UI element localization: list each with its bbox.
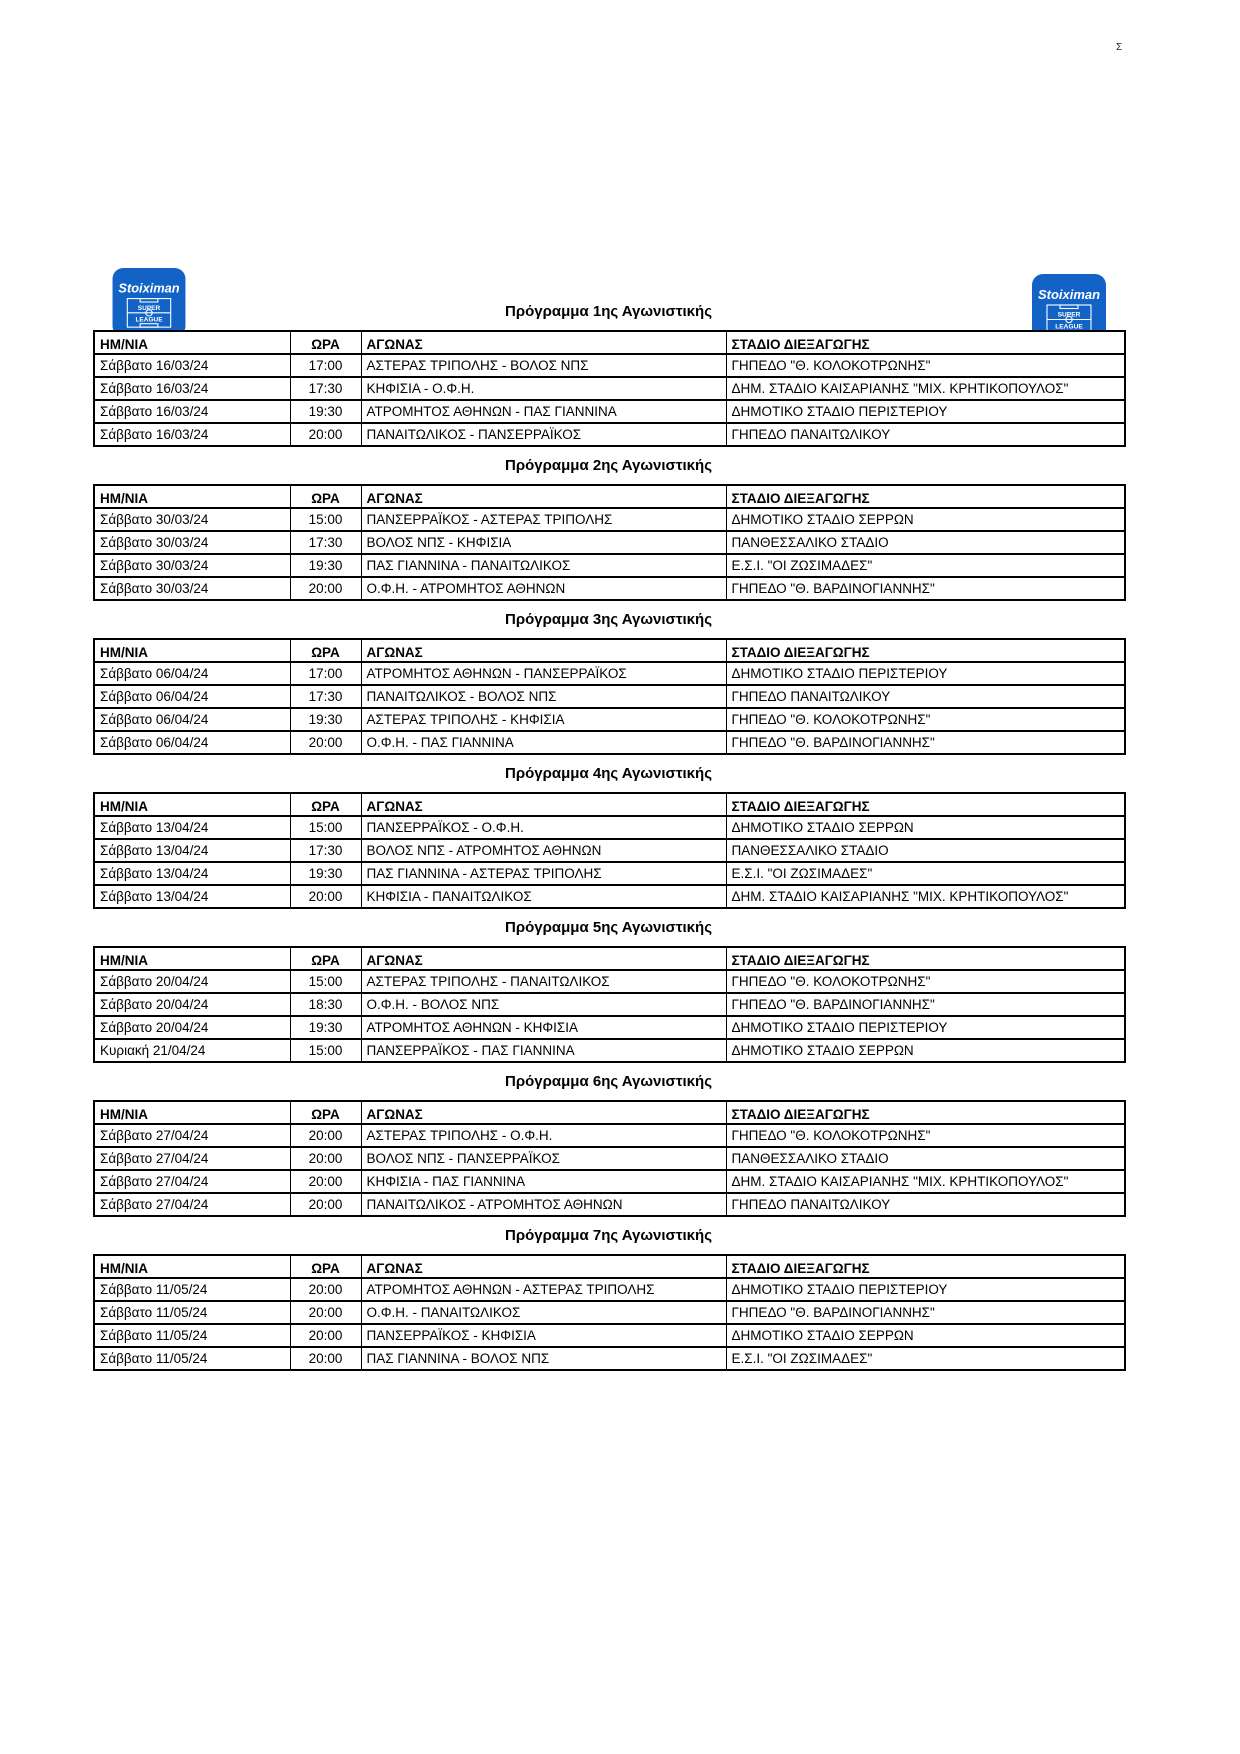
stadium-cell: Ε.Σ.Ι. "ΟΙ ΖΩΣΙΜΑΔΕΣ": [726, 1347, 1125, 1370]
match-cell: ΠΑΝΣΕΡΡΑΪΚΟΣ - ΑΣΤΕΡΑΣ ΤΡΙΠΟΛΗΣ: [361, 508, 726, 531]
date-cell: Σάββατο 13/04/24: [94, 885, 290, 908]
match-cell: ΑΤΡΟΜΗΤΟΣ ΑΘΗΝΩΝ - ΠΑΝΣΕΡΡΑΪΚΟΣ: [361, 662, 726, 685]
matchday-section: [93, 1073, 1124, 1217]
match-cell: ΑΣΤΕΡΑΣ ΤΡΙΠΟΛΗΣ - Ο.Φ.Η.: [361, 1124, 726, 1147]
schedule-table: [93, 792, 1126, 909]
table-row: [94, 993, 1125, 1016]
date-cell: Σάββατο 06/04/24: [94, 731, 290, 754]
stadium-cell: ΓΗΠΕΔΟ "Θ. ΒΑΡΔΙΝΟΓΙΑΝΝΗΣ": [726, 731, 1125, 754]
match-cell: Ο.Φ.Η. - ΒΟΛΟΣ ΝΠΣ: [361, 993, 726, 1016]
stadium-cell: Ε.Σ.Ι. "ΟΙ ΖΩΣΙΜΑΔΕΣ": [726, 554, 1125, 577]
table-row: [94, 662, 1125, 685]
stadium-cell: ΓΗΠΕΔΟ "Θ. ΚΟΛΟΚΟΤΡΩΝΗΣ": [726, 708, 1125, 731]
time-cell: 17:00: [290, 354, 361, 377]
table-row: [94, 1324, 1125, 1347]
page-corner-mark: Σ: [1116, 42, 1123, 53]
matchday-section: [93, 303, 1124, 447]
schedule-table: [93, 1100, 1126, 1217]
column-header: ΩΡΑ: [290, 947, 361, 970]
logo-league-line1: SUPER: [1057, 311, 1081, 319]
stadium-cell: ΔΗΜ. ΣΤΑΔΙΟ ΚΑΙΣΑΡΙΑΝΗΣ "ΜΙΧ. ΚΡΗΤΙΚΟΠΟΥΛΟΣ": [726, 1170, 1125, 1193]
date-cell: Σάββατο 20/04/24: [94, 1016, 290, 1039]
table-row: [94, 1193, 1125, 1216]
stadium-cell: ΠΑΝΘΕΣΣΑΛΙΚΟ ΣΤΑΔΙΟ: [726, 531, 1125, 554]
matchday-section: [93, 457, 1124, 601]
match-cell: ΠΑΝΑΙΤΩΛΙΚΟΣ - ΠΑΝΣΕΡΡΑΪΚΟΣ: [361, 423, 726, 446]
time-cell: 15:00: [290, 816, 361, 839]
column-header: ΩΡΑ: [290, 485, 361, 508]
matchday-title: Πρόγραμμα 1ης Αγωνιστικής: [504, 303, 713, 320]
table-row: [94, 577, 1125, 600]
column-header: ΣΤΑΔΙΟ ΔΙΕΞΑΓΩΓΗΣ: [726, 639, 1125, 662]
matchday-schedules: [93, 303, 1124, 1381]
column-header: ΑΓΩΝΑΣ: [361, 331, 726, 354]
match-cell: ΠΑΝΣΕΡΡΑΪΚΟΣ - ΠΑΣ ΓΙΑΝΝΙΝΑ: [361, 1039, 726, 1062]
column-header: ΗΜ/ΝΙΑ: [94, 331, 290, 354]
stadium-cell: ΓΗΠΕΔΟ "Θ. ΒΑΡΔΙΝΟΓΙΑΝΝΗΣ": [726, 577, 1125, 600]
match-cell: ΠΑΝΣΕΡΡΑΪΚΟΣ - ΚΗΦΙΣΙΑ: [361, 1324, 726, 1347]
column-header: ΑΓΩΝΑΣ: [361, 485, 726, 508]
date-cell: Σάββατο 06/04/24: [94, 662, 290, 685]
table-row: [94, 816, 1125, 839]
match-cell: ΠΑΣ ΓΙΑΝΝΙΝΑ - ΠΑΝΑΙΤΩΛΙΚΟΣ: [361, 554, 726, 577]
date-cell: Σάββατο 16/03/24: [94, 400, 290, 423]
table-row: [94, 1147, 1125, 1170]
table-row: [94, 354, 1125, 377]
table-row: [94, 731, 1125, 754]
date-cell: Σάββατο 30/03/24: [94, 577, 290, 600]
column-header: ΣΤΑΔΙΟ ΔΙΕΞΑΓΩΓΗΣ: [726, 485, 1125, 508]
date-cell: Σάββατο 27/04/24: [94, 1170, 290, 1193]
date-cell: Σάββατο 27/04/24: [94, 1124, 290, 1147]
column-header: ΣΤΑΔΙΟ ΔΙΕΞΑΓΩΓΗΣ: [726, 1101, 1125, 1124]
column-header: ΣΤΑΔΙΟ ΔΙΕΞΑΓΩΓΗΣ: [726, 1255, 1125, 1278]
time-cell: 15:00: [290, 970, 361, 993]
date-cell: Σάββατο 30/03/24: [94, 508, 290, 531]
table-row: [94, 554, 1125, 577]
match-cell: ΠΑΣ ΓΙΑΝΝΙΝΑ - ΒΟΛΟΣ ΝΠΣ: [361, 1347, 726, 1370]
match-cell: Ο.Φ.Η. - ΠΑΣ ΓΙΑΝΝΙΝΑ: [361, 731, 726, 754]
time-cell: 19:30: [290, 554, 361, 577]
table-row: [94, 1347, 1125, 1370]
table-row: [94, 1278, 1125, 1301]
time-cell: 17:30: [290, 531, 361, 554]
match-cell: ΚΗΦΙΣΙΑ - ΠΑΝΑΙΤΩΛΙΚΟΣ: [361, 885, 726, 908]
stadium-cell: ΔΗΜΟΤΙΚΟ ΣΤΑΔΙΟ ΣΕΡΡΩΝ: [726, 816, 1125, 839]
date-cell: Σάββατο 13/04/24: [94, 816, 290, 839]
matchday-title: Πρόγραμμα 2ης Αγωνιστικής: [504, 457, 713, 474]
stadium-cell: ΔΗΜΟΤΙΚΟ ΣΤΑΔΙΟ ΣΕΡΡΩΝ: [726, 508, 1125, 531]
column-header: ΑΓΩΝΑΣ: [361, 1101, 726, 1124]
header-row: [94, 947, 1125, 970]
header-row: [94, 793, 1125, 816]
time-cell: 20:00: [290, 1193, 361, 1216]
match-cell: ΒΟΛΟΣ ΝΠΣ - ΚΗΦΙΣΙΑ: [361, 531, 726, 554]
header-row: [94, 331, 1125, 354]
date-cell: Σάββατο 27/04/24: [94, 1193, 290, 1216]
matchday-section: [93, 765, 1124, 909]
time-cell: 20:00: [290, 1278, 361, 1301]
match-cell: ΑΤΡΟΜΗΤΟΣ ΑΘΗΝΩΝ - ΠΑΣ ΓΙΑΝΝΙΝΑ: [361, 400, 726, 423]
column-header: ΩΡΑ: [290, 331, 361, 354]
stadium-cell: ΓΗΠΕΔΟ ΠΑΝΑΙΤΩΛΙΚΟΥ: [726, 1193, 1125, 1216]
match-cell: ΠΑΣ ΓΙΑΝΝΙΝΑ - ΑΣΤΕΡΑΣ ΤΡΙΠΟΛΗΣ: [361, 862, 726, 885]
table-row: [94, 508, 1125, 531]
schedule-table: [93, 330, 1126, 447]
time-cell: 15:00: [290, 508, 361, 531]
column-header: ΑΓΩΝΑΣ: [361, 947, 726, 970]
time-cell: 19:30: [290, 708, 361, 731]
matchday-title: Πρόγραμμα 7ης Αγωνιστικής: [504, 1227, 713, 1244]
time-cell: 19:30: [290, 400, 361, 423]
match-cell: ΠΑΝΑΙΤΩΛΙΚΟΣ - ΒΟΛΟΣ ΝΠΣ: [361, 685, 726, 708]
stadium-cell: ΓΗΠΕΔΟ "Θ. ΚΟΛΟΚΟΤΡΩΝΗΣ": [726, 1124, 1125, 1147]
column-header: ΩΡΑ: [290, 639, 361, 662]
date-cell: Κυριακή 21/04/24: [94, 1039, 290, 1062]
header-row: [94, 1255, 1125, 1278]
stadium-cell: ΓΗΠΕΔΟ "Θ. ΚΟΛΟΚΟΤΡΩΝΗΣ": [726, 970, 1125, 993]
stadium-cell: ΔΗΜΟΤΙΚΟ ΣΤΑΔΙΟ ΠΕΡΙΣΤΕΡΙΟΥ: [726, 1278, 1125, 1301]
stadium-cell: ΠΑΝΘΕΣΣΑΛΙΚΟ ΣΤΑΔΙΟ: [726, 839, 1125, 862]
table-row: [94, 685, 1125, 708]
stadium-cell: ΔΗΜΟΤΙΚΟ ΣΤΑΔΙΟ ΣΕΡΡΩΝ: [726, 1324, 1125, 1347]
date-cell: Σάββατο 20/04/24: [94, 970, 290, 993]
matchday-title: Πρόγραμμα 5ης Αγωνιστικής: [504, 919, 713, 936]
column-header: ΑΓΩΝΑΣ: [361, 1255, 726, 1278]
schedule-table: [93, 946, 1126, 1063]
match-cell: Ο.Φ.Η. - ΑΤΡΟΜΗΤΟΣ ΑΘΗΝΩΝ: [361, 577, 726, 600]
table-row: [94, 423, 1125, 446]
stadium-cell: ΔΗΜΟΤΙΚΟ ΣΤΑΔΙΟ ΠΕΡΙΣΤΕΡΙΟΥ: [726, 1016, 1125, 1039]
match-cell: Ο.Φ.Η. - ΠΑΝΑΙΤΩΛΙΚΟΣ: [361, 1301, 726, 1324]
stadium-cell: ΓΗΠΕΔΟ "Θ. ΒΑΡΔΙΝΟΓΙΑΝΝΗΣ": [726, 993, 1125, 1016]
table-row: [94, 1016, 1125, 1039]
match-cell: ΚΗΦΙΣΙΑ - Ο.Φ.Η.: [361, 377, 726, 400]
time-cell: 17:00: [290, 662, 361, 685]
date-cell: Σάββατο 11/05/24: [94, 1347, 290, 1370]
logo-league-line2: LEAGUE: [135, 316, 163, 324]
stadium-cell: ΓΗΠΕΔΟ "Θ. ΒΑΡΔΙΝΟΓΙΑΝΝΗΣ": [726, 1301, 1125, 1324]
logo-league-line2: LEAGUE: [1055, 323, 1083, 331]
column-header: ΗΜ/ΝΙΑ: [94, 639, 290, 662]
header-row: [94, 1101, 1125, 1124]
table-row: [94, 885, 1125, 908]
time-cell: 15:00: [290, 1039, 361, 1062]
column-header: ΗΜ/ΝΙΑ: [94, 1255, 290, 1278]
matchday-section: [93, 1227, 1124, 1371]
time-cell: 20:00: [290, 1147, 361, 1170]
stadium-cell: ΔΗΜΟΤΙΚΟ ΣΤΑΔΙΟ ΠΕΡΙΣΤΕΡΙΟΥ: [726, 662, 1125, 685]
date-cell: Σάββατο 11/05/24: [94, 1324, 290, 1347]
table-row: [94, 1124, 1125, 1147]
table-row: [94, 862, 1125, 885]
matchday-title: Πρόγραμμα 6ης Αγωνιστικής: [504, 1073, 713, 1090]
time-cell: 20:00: [290, 1124, 361, 1147]
time-cell: 17:30: [290, 839, 361, 862]
column-header: ΩΡΑ: [290, 1101, 361, 1124]
date-cell: Σάββατο 16/03/24: [94, 354, 290, 377]
time-cell: 20:00: [290, 731, 361, 754]
match-cell: ΒΟΛΟΣ ΝΠΣ - ΑΤΡΟΜΗΤΟΣ ΑΘΗΝΩΝ: [361, 839, 726, 862]
match-cell: ΑΣΤΕΡΑΣ ΤΡΙΠΟΛΗΣ - ΠΑΝΑΙΤΩΛΙΚΟΣ: [361, 970, 726, 993]
time-cell: 20:00: [290, 423, 361, 446]
match-cell: ΠΑΝΣΕΡΡΑΪΚΟΣ - Ο.Φ.Η.: [361, 816, 726, 839]
schedule-table: [93, 484, 1126, 601]
column-header: ΣΤΑΔΙΟ ΔΙΕΞΑΓΩΓΗΣ: [726, 947, 1125, 970]
column-header: ΩΡΑ: [290, 793, 361, 816]
date-cell: Σάββατο 27/04/24: [94, 1147, 290, 1170]
stadium-cell: ΓΗΠΕΔΟ ΠΑΝΑΙΤΩΛΙΚΟΥ: [726, 423, 1125, 446]
stadium-cell: ΔΗΜ. ΣΤΑΔΙΟ ΚΑΙΣΑΡΙΑΝΗΣ "ΜΙΧ. ΚΡΗΤΙΚΟΠΟΥΛΟΣ": [726, 885, 1125, 908]
date-cell: Σάββατο 06/04/24: [94, 685, 290, 708]
date-cell: Σάββατο 20/04/24: [94, 993, 290, 1016]
date-cell: Σάββατο 16/03/24: [94, 377, 290, 400]
date-cell: Σάββατο 11/05/24: [94, 1278, 290, 1301]
schedule-table: [93, 638, 1126, 755]
date-cell: Σάββατο 16/03/24: [94, 423, 290, 446]
table-row: [94, 1039, 1125, 1062]
date-cell: Σάββατο 13/04/24: [94, 839, 290, 862]
time-cell: 17:30: [290, 377, 361, 400]
matchday-title: Πρόγραμμα 4ης Αγωνιστικής: [504, 765, 713, 782]
schedule-table: [93, 1254, 1126, 1371]
column-header: ΣΤΑΔΙΟ ΔΙΕΞΑΓΩΓΗΣ: [726, 793, 1125, 816]
date-cell: Σάββατο 30/03/24: [94, 531, 290, 554]
column-header: ΩΡΑ: [290, 1255, 361, 1278]
time-cell: 19:30: [290, 1016, 361, 1039]
table-row: [94, 400, 1125, 423]
time-cell: 20:00: [290, 885, 361, 908]
stadium-cell: ΓΗΠΕΔΟ ΠΑΝΑΙΤΩΛΙΚΟΥ: [726, 685, 1125, 708]
column-header: ΑΓΩΝΑΣ: [361, 793, 726, 816]
column-header: ΗΜ/ΝΙΑ: [94, 485, 290, 508]
match-cell: ΒΟΛΟΣ ΝΠΣ - ΠΑΝΣΕΡΡΑΪΚΟΣ: [361, 1147, 726, 1170]
date-cell: Σάββατο 11/05/24: [94, 1301, 290, 1324]
time-cell: 20:00: [290, 1347, 361, 1370]
match-cell: ΠΑΝΑΙΤΩΛΙΚΟΣ - ΑΤΡΟΜΗΤΟΣ ΑΘΗΝΩΝ: [361, 1193, 726, 1216]
table-row: [94, 839, 1125, 862]
table-row: [94, 970, 1125, 993]
date-cell: Σάββατο 13/04/24: [94, 862, 290, 885]
table-row: [94, 377, 1125, 400]
match-cell: ΑΤΡΟΜΗΤΟΣ ΑΘΗΝΩΝ - ΑΣΤΕΡΑΣ ΤΡΙΠΟΛΗΣ: [361, 1278, 726, 1301]
time-cell: 18:30: [290, 993, 361, 1016]
match-cell: ΑΣΤΕΡΑΣ ΤΡΙΠΟΛΗΣ - ΚΗΦΙΣΙΑ: [361, 708, 726, 731]
header-row: [94, 485, 1125, 508]
stadium-cell: Ε.Σ.Ι. "ΟΙ ΖΩΣΙΜΑΔΕΣ": [726, 862, 1125, 885]
column-header: ΗΜ/ΝΙΑ: [94, 947, 290, 970]
time-cell: 17:30: [290, 685, 361, 708]
stadium-cell: ΔΗΜΟΤΙΚΟ ΣΤΑΔΙΟ ΠΕΡΙΣΤΕΡΙΟΥ: [726, 400, 1125, 423]
time-cell: 20:00: [290, 1301, 361, 1324]
column-header: ΗΜ/ΝΙΑ: [94, 1101, 290, 1124]
stadium-cell: ΔΗΜΟΤΙΚΟ ΣΤΑΔΙΟ ΣΕΡΡΩΝ: [726, 1039, 1125, 1062]
time-cell: 20:00: [290, 577, 361, 600]
stadium-cell: ΔΗΜ. ΣΤΑΔΙΟ ΚΑΙΣΑΡΙΑΝΗΣ "ΜΙΧ. ΚΡΗΤΙΚΟΠΟΥΛΟΣ": [726, 377, 1125, 400]
stadium-cell: ΠΑΝΘΕΣΣΑΛΙΚΟ ΣΤΑΔΙΟ: [726, 1147, 1125, 1170]
stoiximan-wordmark: Stoiximan: [118, 280, 180, 296]
match-cell: ΑΣΤΕΡΑΣ ΤΡΙΠΟΛΗΣ - ΒΟΛΟΣ ΝΠΣ: [361, 354, 726, 377]
table-row: [94, 708, 1125, 731]
time-cell: 20:00: [290, 1170, 361, 1193]
stadium-cell: ΓΗΠΕΔΟ "Θ. ΚΟΛΟΚΟΤΡΩΝΗΣ": [726, 354, 1125, 377]
match-cell: ΑΤΡΟΜΗΤΟΣ ΑΘΗΝΩΝ - ΚΗΦΙΣΙΑ: [361, 1016, 726, 1039]
time-cell: 19:30: [290, 862, 361, 885]
column-header: ΑΓΩΝΑΣ: [361, 639, 726, 662]
logo-league-line1: SUPER: [137, 304, 161, 312]
header-row: [94, 639, 1125, 662]
matchday-section: [93, 919, 1124, 1063]
date-cell: Σάββατο 30/03/24: [94, 554, 290, 577]
table-row: [94, 1301, 1125, 1324]
time-cell: 20:00: [290, 1324, 361, 1347]
matchday-section: [93, 611, 1124, 755]
stoiximan-wordmark: Stoiximan: [1037, 287, 1101, 302]
date-cell: Σάββατο 06/04/24: [94, 708, 290, 731]
column-header: ΗΜ/ΝΙΑ: [94, 793, 290, 816]
column-header: ΣΤΑΔΙΟ ΔΙΕΞΑΓΩΓΗΣ: [726, 331, 1125, 354]
matchday-title: Πρόγραμμα 3ης Αγωνιστικής: [504, 611, 713, 628]
table-row: [94, 531, 1125, 554]
table-row: [94, 1170, 1125, 1193]
match-cell: ΚΗΦΙΣΙΑ - ΠΑΣ ΓΙΑΝΝΙΝΑ: [361, 1170, 726, 1193]
